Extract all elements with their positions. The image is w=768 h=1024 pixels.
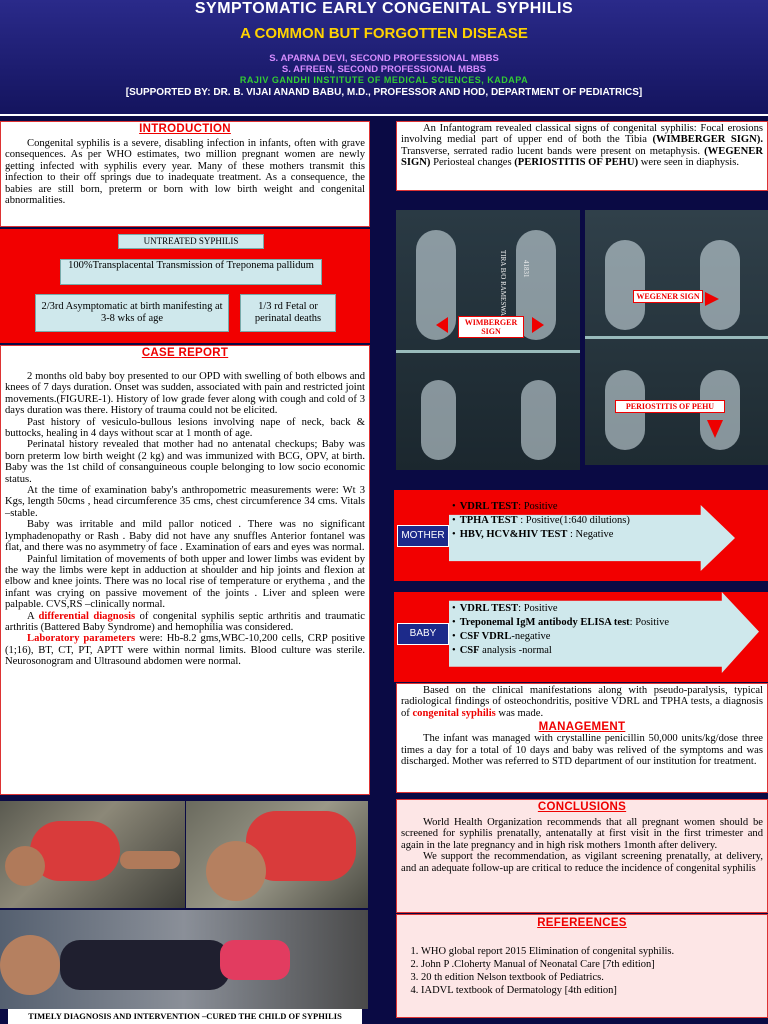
introduction-panel (0, 121, 370, 227)
conclusions-p1: World Health Organization recommends that all pregnant women should be screened for syphilis prenatally, antenatally at first visit in the first trimester and again in the late pregnancy and in high risk mothers 1month after delivery. (401, 817, 763, 851)
reference-item: 2. John P .Cloherty Manual of Neonatal Care [7th edition] (421, 958, 763, 971)
wimberger-sign-callout: WIMBERGER SIGN (458, 316, 524, 338)
case-report-p6: Painful limitation of movements of both upper and lower limbs was evident by the way the limbs were kept in adduction at shoulder and hip joints and flexion at elbow and knee joints. There was no local rise of temperature or erythema , and the infant was crying on passive movement of the joints . Liver and spleen were palpable. CVS,RS –clinically normal. (5, 553, 365, 611)
pehu-sign-label: (PERIOSTITIS OF PEHU) (514, 157, 639, 169)
infantogram-panel (396, 121, 768, 191)
case-report-p4: At the time of examination baby's anthropometric measurements were: Wt 3 Kgs, length 50cms , head circumference 35 cms, chest circumference 34 cms. Vitals –stable. (5, 485, 365, 519)
flow-transplacental: 100%Transplacental Transmission of Treponema pallidum (60, 259, 322, 285)
transmission-flowchart (0, 229, 370, 343)
mother-test-item: • HBV, HCV&HIV TEST : Negative (452, 528, 630, 542)
flow-fetal-deaths: 1/3 rd Fetal or perinatal deaths (240, 294, 336, 332)
patient-photo-knees (186, 801, 368, 908)
flow-untreated-syphilis: UNTREATED SYPHILIS (118, 234, 264, 249)
institute-name: RAJIV GANDHI INSTITUTE OF MEDICAL SCIENCES, KADAPA (239, 75, 529, 85)
reference-item: 3. 20 th edition Nelson textbook of Pediatrics. (421, 971, 763, 984)
photo-caption: TIMELY DIAGNOSIS AND INTERVENTION –CURED THE CHILD OF SYPHILIS (8, 1009, 362, 1024)
reference-item: 1. WHO global report 2015 Elimination of congenital syphilis. (421, 945, 763, 958)
pehu-callout: PERIOSTITIS OF PEHU (615, 400, 725, 413)
mother-lab-results (394, 490, 768, 581)
infantogram-text: An Infantogram revealed classical signs of congenital syphilis: Focal erosions involving medial part of upper end of both the Tibia (WIMBERGER SIGN). Transverse, serrated radio lucent bands were present on metaphysis. (WEGENER SIGN) Periosteal changes (PERIOSTITIS OF PEHU) were seen in diaphysis. (401, 123, 763, 169)
case-report-p3: Perinatal history revealed that mother had no antenatal checkups; Baby was born preterm low birth weight (2 kg) and was immunized with BCG, OPV, at birth. Baby was the 1st child of consanguineous couple belonging to low socio economic status. (5, 439, 365, 485)
diagnosis-text: Based on the clinical manifestations along with pseudo-paralysis, typical radiological findings of osteochondritis, positive VDRL and TPHA tests, a diagnosis of congenital syphilis was made. (401, 685, 763, 719)
conclusions-panel (396, 799, 768, 913)
poster-subtitle: A COMMON BUT FORGOTTEN DISEASE (240, 25, 528, 42)
wimberger-sign-label: (WIMBERGER SIGN). (652, 134, 763, 146)
references-panel (396, 914, 768, 1018)
diagnosis-management-panel (396, 683, 768, 793)
patient-photo-elbows (0, 801, 185, 908)
wimberger-arrow-right-icon (532, 317, 544, 333)
author-2: S. AFREEN, SECOND PROFESSIONAL MBBS (281, 64, 487, 75)
introduction-text: Congenital syphilis is a severe, disabling infection in infants, often with grave consequences. As per WHO estimates, two million pregnant women are newly getting infected with syphilis every year. Many of these mothers transmit this infection to their off springs due to inadequate treatment. As a consequence, the babies are still born, preterm or born with low birth weight and congenital abnormalities. (5, 138, 365, 207)
wegener-sign-callout: WEGENER SIGN (633, 290, 703, 303)
case-report-p7: A differential diagnosis of congenital syphilis septic arthritis and traumatic arthritis (Battered Baby Syndrome) and hemophilia was considered. (5, 610, 365, 633)
introduction-title: INTRODUCTION (139, 123, 231, 135)
references-title: REFEREENCES (537, 917, 627, 929)
flow-asymptomatic: 2/3rd Asymptomatic at birth manifesting at 3-8 wks of age (35, 294, 229, 332)
author-1: S. APARNA DEVI, SECOND PROFESSIONAL MBBS (269, 53, 499, 64)
case-report-p8: Laboratory parameters were: Hb-8.2 gms,WBC-10,200 cells, CRP positive (1;16), BT, CT, PT, APTT were within normal limits. Blood culture was sterile. Neurosonogram and Ultrasound abdomen were normal. (5, 633, 365, 668)
wegener-sign-label: (WEGENER SIGN) (401, 145, 763, 169)
baby-tests-list (452, 602, 669, 658)
conclusions-p2: We support the recommendation, as vigilant screening prenatally, at delivery, and an adequate follow-up are critical to reduce the incidence of congenital syphilis (401, 851, 763, 874)
poster-title: SYMPTOMATIC EARLY CONGENITAL SYPHILIS (194, 0, 574, 17)
management-title: MANAGEMENT (538, 721, 626, 734)
management-text: The infant was managed with crystalline penicillin 50,000 units/kg/dose three times a day for a total of 10 days and baby was relived of the symptoms and was discharged. Mother was referred to STD department of our institution for treatment. (401, 733, 763, 768)
poster-header (0, 0, 768, 116)
patient-photo-cured (0, 910, 368, 1009)
wegener-arrow-icon (705, 292, 719, 306)
mother-tests-list (452, 500, 630, 542)
case-report-p1: 2 months old baby boy presented to our OPD with swelling of both elbows and knees of 7 days duration. Onset was sudden, associated with pain and restricted joint movements.(FIGURE-1). History of low grade fever along with cough and cold of 3 days duration was there. History of trauma could not be elicited. (5, 371, 365, 417)
case-report-p2: Past history of vesiculo-bullous lesions involving nape of neck, back & buttocks, healing in 4 days without scar at 1 month of age. (5, 416, 365, 440)
baby-lab-results (394, 592, 768, 682)
laboratory-parameters-label: Laboratory parameters (27, 633, 136, 645)
pehu-arrow-icon (707, 420, 723, 438)
differential-diagnosis-label: differential diagnosis (38, 610, 136, 622)
wimberger-arrow-left-icon (436, 317, 448, 333)
conclusions-title: CONCLUSIONS (537, 801, 627, 813)
support-line: [SUPPORTED BY: DR. B. VIJAI ANAND BABU, M.D., PROFESSOR AND HOD, DEPARTMENT OF PEDIATRICS] (125, 87, 643, 98)
baby-tag: BABY (397, 623, 449, 645)
mother-test-item: • TPHA TEST : Positive(1:640 dilutions) (452, 514, 630, 528)
mother-tag: MOTHER (397, 525, 449, 547)
xray-image-left (396, 210, 580, 470)
film-marker-number: 41831 (522, 260, 530, 278)
mother-test-item: • VDRL TEST: Positive (452, 500, 630, 514)
baby-test-item: • CSF VDRL-negative (452, 630, 669, 644)
film-marker-text: TIRA B/O RAMESWA (499, 250, 507, 317)
xray-image-right (585, 210, 768, 465)
case-report-p5: Baby was irritable and mild pallor noticed . There was no significant lymphadenopathy or Rash . Baby did not have any snuffles Anterior fontanel was flat, and there was no asymmetry of face . Examination of ears and eyes was normal. (5, 519, 365, 554)
baby-test-item: • Treponemal IgM antibody ELISA test: Positive (452, 616, 669, 630)
congenital-syphilis-label: congenital syphilis (412, 707, 496, 719)
baby-test-item: • CSF analysis -normal (452, 644, 669, 658)
case-report-title: CASE REPORT (141, 347, 229, 359)
reference-item: 4. IADVL textbook of Dermatology [4th edition] (421, 984, 763, 997)
references-list (421, 945, 763, 997)
baby-test-item: • VDRL TEST: Positive (452, 602, 669, 616)
case-report-panel (0, 345, 370, 795)
